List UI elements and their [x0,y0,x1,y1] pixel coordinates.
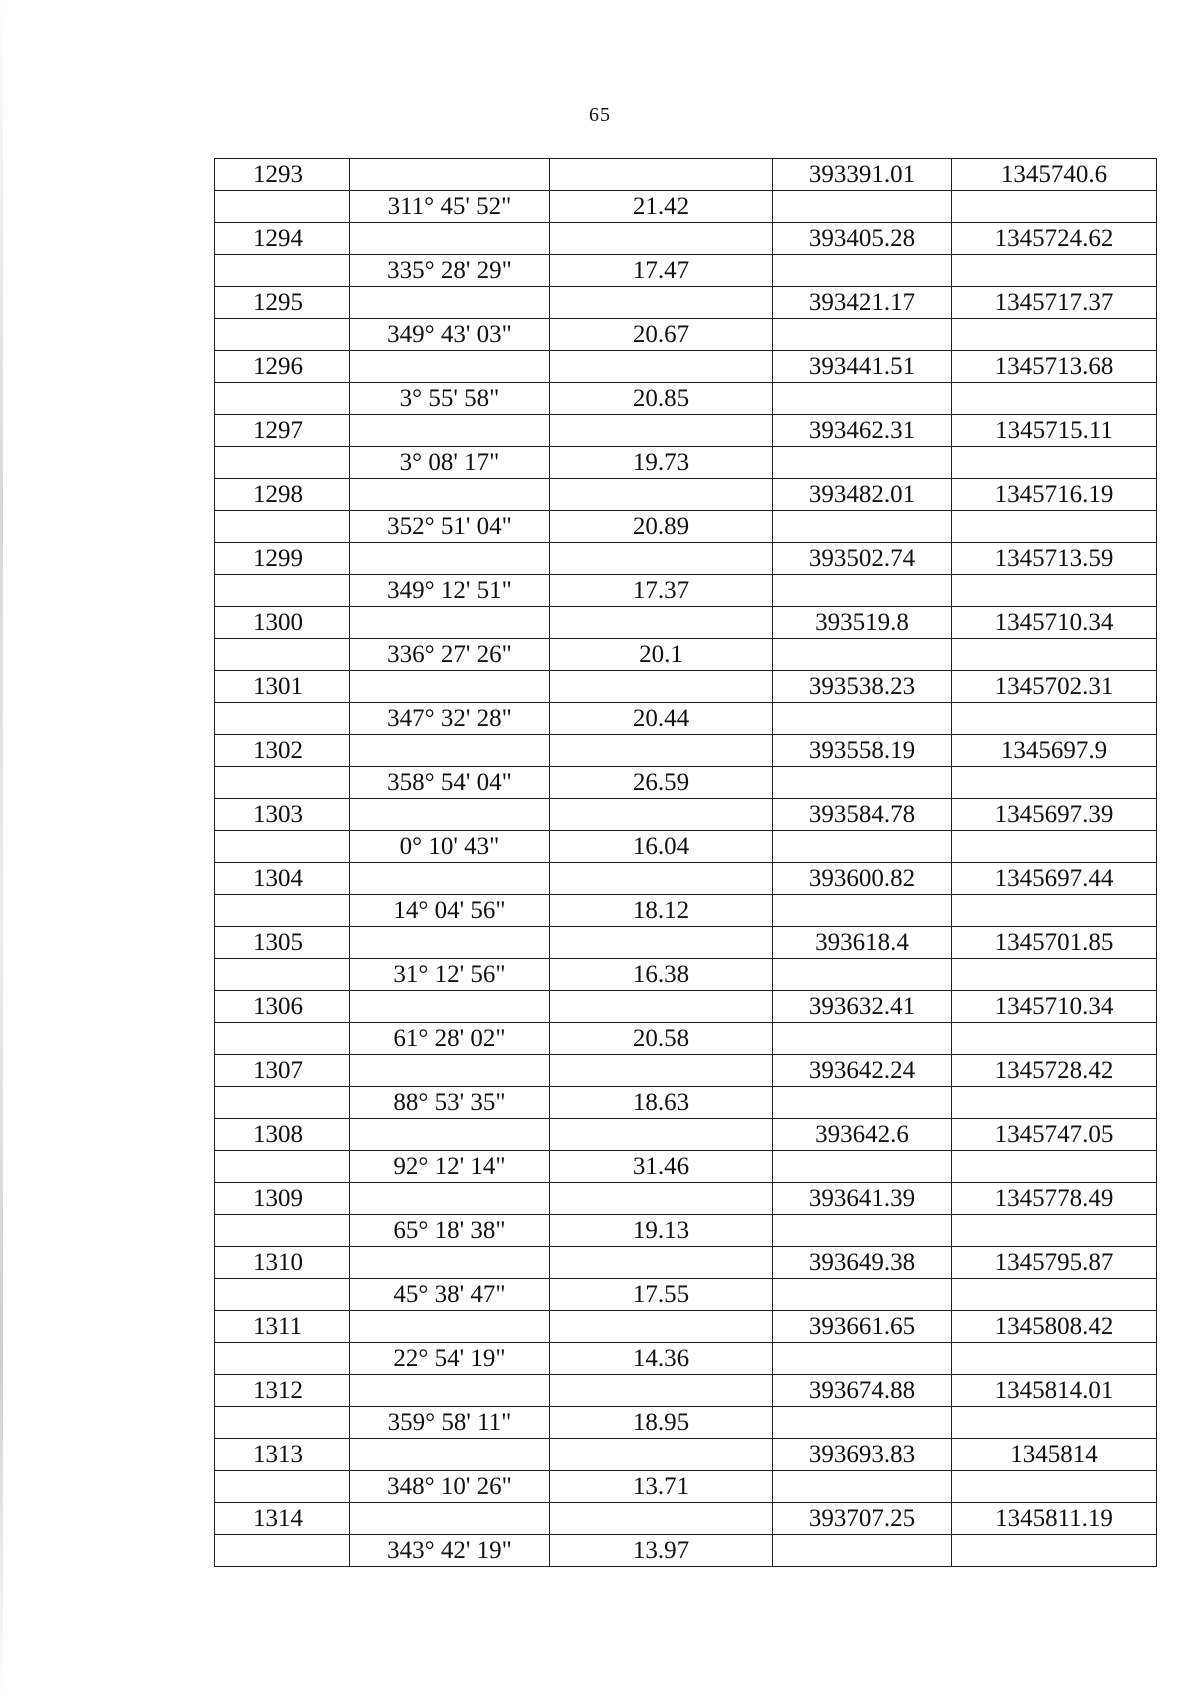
distance-cell: 14.36 [550,1343,773,1375]
table-row-point [215,735,1157,767]
distance-cell [550,735,773,767]
easting-cell [773,1279,952,1311]
easting-cell [773,447,952,479]
point-number-cell: 1298 [215,479,350,511]
northing-cell: 1345697.9 [952,735,1157,767]
easting-cell: 393421.17 [773,287,952,319]
northing-cell: 1345713.59 [952,543,1157,575]
northing-cell [952,1087,1157,1119]
easting-cell [773,639,952,671]
northing-cell [952,959,1157,991]
northing-cell [952,639,1157,671]
point-number-cell [215,959,350,991]
table-row-leg [215,1087,1157,1119]
distance-cell [550,799,773,831]
northing-cell: 1345814.01 [952,1375,1157,1407]
table-row-point [215,543,1157,575]
distance-cell [550,927,773,959]
easting-cell [773,1087,952,1119]
distance-cell [550,991,773,1023]
bearing-cell [350,1503,550,1535]
point-number-cell [215,1343,350,1375]
northing-cell [952,895,1157,927]
distance-cell: 13.97 [550,1535,773,1567]
distance-cell: 16.38 [550,959,773,991]
bearing-cell: 3° 55' 58" [350,383,550,415]
easting-cell: 393642.24 [773,1055,952,1087]
bearing-cell: 336° 27' 26" [350,639,550,671]
distance-cell [550,1311,773,1343]
easting-cell: 393391.01 [773,159,952,191]
easting-cell: 393502.74 [773,543,952,575]
table-row-point [215,671,1157,703]
bearing-cell: 349° 12' 51" [350,575,550,607]
easting-cell [773,767,952,799]
bearing-cell: 352° 51' 04" [350,511,550,543]
bearing-cell: 61° 28' 02" [350,1023,550,1055]
distance-cell [550,671,773,703]
northing-cell [952,1151,1157,1183]
northing-cell [952,1343,1157,1375]
point-number-cell [215,1151,350,1183]
northing-cell: 1345795.87 [952,1247,1157,1279]
easting-cell: 393462.31 [773,415,952,447]
easting-cell [773,319,952,351]
distance-cell: 17.55 [550,1279,773,1311]
table-row-point [215,991,1157,1023]
bearing-cell [350,479,550,511]
table-row-leg [215,191,1157,223]
distance-cell [550,543,773,575]
bearing-cell: 92° 12' 14" [350,1151,550,1183]
table-row-leg [215,1215,1157,1247]
northing-cell: 1345724.62 [952,223,1157,255]
easting-cell: 393641.39 [773,1183,952,1215]
distance-cell [550,1055,773,1087]
point-number-cell [215,1535,350,1567]
northing-cell [952,575,1157,607]
bearing-cell [350,1375,550,1407]
northing-cell [952,1407,1157,1439]
easting-cell: 393618.4 [773,927,952,959]
northing-cell: 1345747.05 [952,1119,1157,1151]
northing-cell [952,1535,1157,1567]
table-row-point [215,1055,1157,1087]
point-number-cell [215,767,350,799]
easting-cell: 393674.88 [773,1375,952,1407]
easting-cell: 393519.8 [773,607,952,639]
point-number-cell: 1302 [215,735,350,767]
northing-cell: 1345717.37 [952,287,1157,319]
point-number-cell: 1301 [215,671,350,703]
easting-cell: 393661.65 [773,1311,952,1343]
table-row-point [215,223,1157,255]
bearing-cell: 343° 42' 19" [350,1535,550,1567]
point-number-cell [215,575,350,607]
distance-cell [550,607,773,639]
distance-cell: 19.13 [550,1215,773,1247]
northing-cell [952,383,1157,415]
point-number-cell: 1310 [215,1247,350,1279]
easting-cell [773,1343,952,1375]
bearing-cell [350,863,550,895]
table-row-leg [215,255,1157,287]
easting-cell [773,959,952,991]
bearing-cell [350,735,550,767]
easting-cell [773,831,952,863]
point-number-cell [215,1023,350,1055]
point-number-cell [215,447,350,479]
easting-cell [773,895,952,927]
survey-coordinates-table [214,158,1157,1567]
distance-cell: 21.42 [550,191,773,223]
point-number-cell: 1309 [215,1183,350,1215]
point-number-cell: 1308 [215,1119,350,1151]
easting-cell: 393441.51 [773,351,952,383]
distance-cell: 17.37 [550,575,773,607]
table-row-leg [215,319,1157,351]
table-row-point [215,1311,1157,1343]
point-number-cell: 1293 [215,159,350,191]
point-number-cell: 1314 [215,1503,350,1535]
northing-cell [952,255,1157,287]
distance-cell [550,287,773,319]
table-row-point [215,1247,1157,1279]
table-row-leg [215,511,1157,543]
distance-cell: 18.95 [550,1407,773,1439]
easting-cell [773,1151,952,1183]
easting-cell: 393632.41 [773,991,952,1023]
northing-cell: 1345697.39 [952,799,1157,831]
easting-cell [773,1471,952,1503]
bearing-cell: 0° 10' 43" [350,831,550,863]
easting-cell: 393707.25 [773,1503,952,1535]
northing-cell: 1345728.42 [952,1055,1157,1087]
northing-cell: 1345778.49 [952,1183,1157,1215]
bearing-cell [350,415,550,447]
table-row-point [215,799,1157,831]
easting-cell: 393405.28 [773,223,952,255]
point-number-cell [215,703,350,735]
distance-cell: 20.44 [550,703,773,735]
northing-cell: 1345710.34 [952,991,1157,1023]
table-row-point [215,479,1157,511]
table-row-leg [215,447,1157,479]
distance-cell: 26.59 [550,767,773,799]
northing-cell: 1345814 [952,1439,1157,1471]
point-number-cell: 1313 [215,1439,350,1471]
table-row-leg [215,383,1157,415]
table-row-leg [215,1407,1157,1439]
easting-cell: 393693.83 [773,1439,952,1471]
bearing-cell [350,159,550,191]
northing-cell [952,191,1157,223]
table-row-leg [215,831,1157,863]
distance-cell [550,1183,773,1215]
point-number-cell: 1311 [215,1311,350,1343]
distance-cell: 31.46 [550,1151,773,1183]
point-number-cell [215,1087,350,1119]
distance-cell [550,159,773,191]
bearing-cell: 349° 43' 03" [350,319,550,351]
bearing-cell [350,927,550,959]
table-row-leg [215,767,1157,799]
point-number-cell: 1304 [215,863,350,895]
northing-cell: 1345716.19 [952,479,1157,511]
point-number-cell: 1294 [215,223,350,255]
bearing-cell [350,543,550,575]
point-number-cell [215,319,350,351]
easting-cell: 393642.6 [773,1119,952,1151]
northing-cell [952,511,1157,543]
point-number-cell [215,639,350,671]
bearing-cell: 347° 32' 28" [350,703,550,735]
easting-cell [773,383,952,415]
distance-cell [550,1439,773,1471]
northing-cell [952,1471,1157,1503]
point-number-cell: 1297 [215,415,350,447]
point-number-cell: 1312 [215,1375,350,1407]
distance-cell: 18.63 [550,1087,773,1119]
point-number-cell [215,383,350,415]
table-row-point [215,1439,1157,1471]
bearing-cell: 45° 38' 47" [350,1279,550,1311]
bearing-cell [350,287,550,319]
table-row-leg [215,575,1157,607]
bearing-cell: 335° 28' 29" [350,255,550,287]
point-number-cell: 1306 [215,991,350,1023]
table-row-leg [215,1343,1157,1375]
northing-cell [952,447,1157,479]
point-number-cell: 1295 [215,287,350,319]
point-number-cell [215,895,350,927]
table-row-point [215,927,1157,959]
distance-cell [550,1375,773,1407]
bearing-cell [350,991,550,1023]
survey-table-body [215,159,1157,1567]
distance-cell: 19.73 [550,447,773,479]
table-row-leg [215,639,1157,671]
table-row-point [215,1503,1157,1535]
point-number-cell: 1296 [215,351,350,383]
point-number-cell: 1300 [215,607,350,639]
point-number-cell [215,191,350,223]
easting-cell: 393538.23 [773,671,952,703]
bearing-cell [350,1247,550,1279]
easting-cell [773,1215,952,1247]
easting-cell [773,575,952,607]
northing-cell: 1345713.68 [952,351,1157,383]
bearing-cell [350,1183,550,1215]
distance-cell [550,863,773,895]
easting-cell [773,255,952,287]
easting-cell: 393584.78 [773,799,952,831]
northing-cell [952,319,1157,351]
easting-cell [773,703,952,735]
distance-cell [550,1119,773,1151]
northing-cell [952,1215,1157,1247]
easting-cell: 393558.19 [773,735,952,767]
bearing-cell [350,1055,550,1087]
bearing-cell: 348° 10' 26" [350,1471,550,1503]
bearing-cell [350,1311,550,1343]
table-row-leg [215,1023,1157,1055]
northing-cell [952,831,1157,863]
easting-cell [773,191,952,223]
distance-cell: 20.89 [550,511,773,543]
distance-cell [550,1247,773,1279]
bearing-cell [350,607,550,639]
bearing-cell: 359° 58' 11" [350,1407,550,1439]
easting-cell [773,1535,952,1567]
easting-cell: 393600.82 [773,863,952,895]
bearing-cell: 31° 12' 56" [350,959,550,991]
northing-cell: 1345715.11 [952,415,1157,447]
bearing-cell [350,1119,550,1151]
easting-cell [773,1407,952,1439]
distance-cell [550,351,773,383]
bearing-cell [350,671,550,703]
distance-cell: 20.58 [550,1023,773,1055]
point-number-cell [215,255,350,287]
page-number: 65 [589,104,611,126]
distance-cell: 18.12 [550,895,773,927]
distance-cell: 20.1 [550,639,773,671]
bearing-cell: 22° 54' 19" [350,1343,550,1375]
northing-cell [952,703,1157,735]
bearing-cell [350,799,550,831]
table-row-leg [215,1279,1157,1311]
point-number-cell [215,1471,350,1503]
northing-cell [952,767,1157,799]
table-row-point [215,607,1157,639]
northing-cell: 1345701.85 [952,927,1157,959]
distance-cell: 20.85 [550,383,773,415]
distance-cell: 13.71 [550,1471,773,1503]
point-number-cell: 1307 [215,1055,350,1087]
distance-cell [550,223,773,255]
table-row-point [215,159,1157,191]
northing-cell: 1345702.31 [952,671,1157,703]
northing-cell: 1345710.34 [952,607,1157,639]
bearing-cell: 358° 54' 04" [350,767,550,799]
northing-cell [952,1279,1157,1311]
point-number-cell: 1299 [215,543,350,575]
distance-cell [550,1503,773,1535]
easting-cell: 393649.38 [773,1247,952,1279]
table-row-leg [215,1151,1157,1183]
table-row-leg [215,959,1157,991]
bearing-cell: 88° 53' 35" [350,1087,550,1119]
northing-cell: 1345697.44 [952,863,1157,895]
bearing-cell [350,351,550,383]
table-row-point [215,287,1157,319]
easting-cell [773,511,952,543]
northing-cell [952,1023,1157,1055]
table-row-leg [215,895,1157,927]
distance-cell: 17.47 [550,255,773,287]
bearing-cell [350,223,550,255]
point-number-cell [215,1279,350,1311]
table-row-point [215,1119,1157,1151]
point-number-cell [215,831,350,863]
northing-cell: 1345811.19 [952,1503,1157,1535]
point-number-cell [215,1407,350,1439]
bearing-cell: 311° 45' 52" [350,191,550,223]
table-row-point [215,1183,1157,1215]
table-row-point [215,863,1157,895]
distance-cell: 16.04 [550,831,773,863]
table-row-point [215,351,1157,383]
distance-cell [550,415,773,447]
point-number-cell: 1305 [215,927,350,959]
easting-cell [773,1023,952,1055]
bearing-cell: 3° 08' 17" [350,447,550,479]
northing-cell: 1345808.42 [952,1311,1157,1343]
scan-edge-shadow [0,0,3,1697]
point-number-cell: 1303 [215,799,350,831]
bearing-cell [350,1439,550,1471]
table-row-leg [215,1535,1157,1567]
distance-cell [550,479,773,511]
table-row-leg [215,1471,1157,1503]
table-row-point [215,1375,1157,1407]
point-number-cell [215,1215,350,1247]
table-row-point [215,415,1157,447]
distance-cell: 20.67 [550,319,773,351]
point-number-cell [215,511,350,543]
bearing-cell: 65° 18' 38" [350,1215,550,1247]
easting-cell: 393482.01 [773,479,952,511]
bearing-cell: 14° 04' 56" [350,895,550,927]
northing-cell: 1345740.6 [952,159,1157,191]
table-row-leg [215,703,1157,735]
